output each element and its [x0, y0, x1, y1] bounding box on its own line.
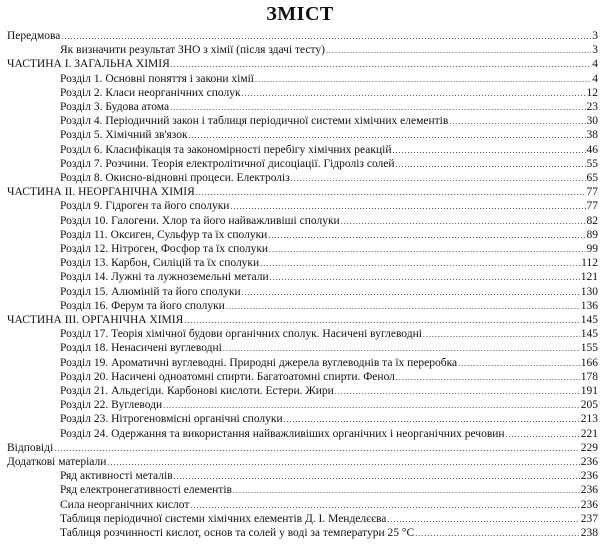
toc-entry[interactable] — [60, 170, 598, 185]
toc-entry-label: Ряд електронегативності елементів — [60, 484, 232, 497]
toc-entry-label: Розділ 15. Алюміній та його сполуки — [60, 285, 241, 298]
toc-page-number: 99 — [586, 243, 598, 255]
toc-entry[interactable] — [60, 85, 598, 100]
toc-leader-dots — [423, 331, 580, 339]
toc-leader-dots — [387, 516, 579, 524]
toc-leader-dots — [174, 473, 580, 481]
toc-page-number: 166 — [580, 356, 598, 369]
toc-entry[interactable] — [60, 156, 598, 171]
toc-entry-label: Розділ 8. Окисно-відновні процеси. Електроліз — [60, 172, 290, 184]
toc-entry[interactable] — [60, 355, 598, 370]
toc-entry[interactable] — [60, 326, 598, 341]
toc-leader-dots — [223, 345, 580, 353]
toc-page-number: 213 — [580, 413, 598, 426]
toc-entry[interactable] — [60, 269, 598, 284]
toc-leader-dots — [196, 189, 586, 197]
toc-entry-label: Розділ 22. Вуглеводи — [60, 399, 163, 412]
toc-page-number: 191 — [580, 385, 598, 397]
toc-page-number: 46 — [586, 143, 598, 156]
toc-section-entry[interactable] — [7, 184, 598, 199]
toc-page-number: 145 — [580, 328, 598, 341]
toc-leader-dots — [284, 416, 580, 424]
toc-entry-label: ЧАСТИНА І. ЗАГАЛЬНА ХІМІЯ — [7, 58, 170, 71]
toc-entry[interactable] — [60, 71, 598, 86]
toc-section-entry[interactable] — [7, 312, 598, 327]
toc-leader-dots — [184, 317, 579, 325]
toc-entry-label: Таблиця розчинності кислот, основ та солей у воді за температури 25 °С — [60, 527, 415, 539]
toc-entry-label: Розділ 20. Насичені одноатомні спирти. Багатоатомні спирти. Фенол — [60, 370, 395, 383]
toc-leader-dots — [54, 445, 579, 453]
toc-entry-label: Розділ 13. Карбон, Силіцій та їх сполуки — [60, 257, 260, 270]
toc-entry[interactable] — [60, 411, 598, 426]
toc-entry-label: Розділ 4. Періодичний закон і таблиця періодичної системи хімічних елементів — [60, 115, 449, 128]
toc-page-number: 236 — [580, 470, 598, 483]
toc-page-number: 77 — [586, 200, 598, 213]
toc-leader-dots — [326, 47, 591, 55]
toc-entry[interactable] — [60, 482, 598, 497]
page-title: ЗМІСТ — [266, 3, 334, 25]
toc-page-number: 238 — [580, 527, 598, 539]
toc-leader-dots — [415, 530, 580, 538]
toc-entry[interactable] — [60, 369, 598, 384]
toc-leader-dots — [107, 459, 579, 467]
toc-page-number: 136 — [580, 299, 598, 312]
toc-leader-dots — [163, 402, 580, 410]
toc-entry[interactable] — [60, 213, 598, 228]
toc-entry-label: Відповіді — [7, 441, 54, 454]
toc-leader-dots — [506, 431, 580, 439]
toc-leader-dots — [242, 289, 580, 297]
toc-entry-label: Таблиця періодичної системи хімічних елементів Д. І. Менделєєва — [60, 512, 387, 525]
toc-page-number: 4 — [592, 72, 598, 85]
toc-entry[interactable] — [60, 511, 598, 526]
toc-entry[interactable] — [60, 227, 598, 242]
toc-section-entry[interactable] — [7, 28, 598, 43]
toc-entry[interactable] — [60, 42, 598, 57]
toc-leader-dots — [270, 274, 580, 282]
toc-entry[interactable] — [60, 525, 598, 540]
toc-entry[interactable] — [60, 340, 598, 355]
toc-section-entry[interactable] — [7, 56, 598, 71]
toc-entry-label: Розділ 19. Ароматичні вуглеводні. Природні джерела вуглеводнів та їх переробка — [60, 356, 458, 369]
toc-entry-label: ЧАСТИНА ІІІ. ОРГАНІЧНА ХІМІЯ — [7, 314, 184, 326]
toc-leader-dots — [396, 161, 586, 169]
toc-page-number: 221 — [580, 427, 598, 440]
toc-leader-dots — [392, 147, 585, 155]
toc-page-number: 65 — [586, 172, 598, 184]
toc-leader-dots — [335, 388, 580, 396]
toc-entry[interactable] — [60, 99, 598, 114]
toc-entry-label: Розділ 1. Основні поняття і закони хімії — [60, 72, 255, 85]
toc-entry-label: Розділ 3. Будова атома — [60, 101, 170, 113]
toc-entry-label: Як визначити результат ЗНО з хімії (після здачі тесту) — [60, 44, 326, 57]
toc-leader-dots — [226, 303, 580, 311]
toc-leader-dots — [458, 360, 580, 368]
toc-entry[interactable] — [60, 198, 598, 213]
toc-leader-dots — [260, 260, 580, 268]
toc-entry-label: Розділ 11. Оксиген, Сульфур та їх сполуки — [60, 228, 268, 241]
toc-page-number: 205 — [580, 399, 598, 412]
toc-page-number: 236 — [580, 498, 598, 511]
toc-leader-dots — [268, 232, 585, 240]
toc-leader-dots — [341, 218, 586, 226]
toc-page-number: 23 — [586, 101, 598, 113]
toc-leader-dots — [190, 502, 579, 510]
toc-entry-label: Розділ 24. Одержання та використання найважливіших органічних і неорганічних речовин — [60, 427, 505, 440]
toc-page-number: 229 — [580, 441, 598, 454]
toc-page-number: 3 — [592, 30, 598, 42]
toc-entry[interactable] — [60, 255, 598, 270]
toc-leader-dots — [255, 76, 591, 84]
toc-entry-label: Передмова — [7, 30, 61, 42]
toc-leader-dots — [396, 374, 580, 382]
toc-leader-dots — [170, 104, 585, 112]
toc-entry-label: Додаткові матеріали — [7, 456, 107, 468]
toc-entry-label: Розділ 2. Класи неорганічних сполук — [60, 86, 241, 99]
toc-page-number: 236 — [580, 456, 598, 468]
toc-entry-label: Розділ 6. Класифікація та закономірності перебігу хімічних реакцій — [60, 143, 392, 156]
toc-page-number: 3 — [592, 44, 598, 57]
toc-page-number: 112 — [581, 257, 598, 270]
toc-leader-dots — [171, 61, 591, 69]
toc-entry[interactable] — [60, 468, 598, 483]
toc-page-number: 12 — [586, 86, 598, 99]
toc-entry-label: Розділ 16. Ферум та його сполуки — [60, 299, 225, 312]
toc-entry[interactable] — [60, 241, 598, 256]
toc-page-number: 89 — [586, 228, 598, 241]
toc-page-number: 236 — [580, 484, 598, 497]
toc-entry[interactable] — [60, 127, 598, 142]
toc-page-number: 38 — [586, 129, 598, 142]
toc-leader-dots — [61, 33, 591, 41]
toc-page-number: 82 — [586, 214, 598, 227]
toc-section-entry[interactable] — [7, 440, 598, 455]
toc-entry-label: Розділ 21. Альдегіди. Карбонові кислоти. Естери. Жири — [60, 385, 334, 397]
toc-page-number: 178 — [580, 370, 598, 383]
toc-page-number: 155 — [580, 342, 598, 355]
toc-entry[interactable] — [60, 298, 598, 313]
toc-page-number: 121 — [580, 271, 598, 284]
toc-entry-label: Розділ 7. Розчини. Теорія електролітичної дисоціації. Гідроліз солей — [60, 157, 395, 170]
toc-page-number: 30 — [586, 115, 598, 128]
toc-leader-dots — [230, 203, 585, 211]
toc-entry-label: Розділ 14. Лужні та лужноземельні метали — [60, 271, 269, 284]
toc-entry-label: Розділ 17. Теорія хімічної будови органічних сполук. Насичені вуглеводні — [60, 328, 422, 341]
toc-leader-dots — [269, 246, 585, 254]
toc-entry[interactable] — [60, 284, 598, 299]
toc-entry-label: Розділ 10. Галогени. Хлор та його найважливіші сполуки — [60, 214, 340, 227]
toc-entry[interactable] — [60, 426, 598, 441]
toc-entry-label: Сила неорганічних кислот — [60, 498, 190, 511]
toc-page-number: 130 — [580, 285, 598, 298]
toc-section-entry[interactable] — [7, 454, 598, 469]
toc-leader-dots — [233, 487, 580, 495]
toc-entry-label: Розділ 18. Ненасичені вуглеводні — [60, 342, 222, 355]
toc-entry[interactable] — [60, 497, 598, 512]
toc-leader-dots — [449, 118, 585, 126]
toc-leader-dots — [291, 175, 586, 183]
toc-entry-label: Розділ 9. Гідроген та його сполуки — [60, 200, 230, 213]
toc-entry-label: Розділ 5. Хімічний зв'язок — [60, 129, 188, 142]
toc-entry[interactable] — [60, 113, 598, 128]
toc-page-number: 145 — [580, 314, 598, 326]
toc-entry[interactable] — [60, 142, 598, 157]
toc-page-number: 237 — [580, 512, 598, 525]
toc-leader-dots — [189, 132, 586, 140]
toc-page-number: 77 — [586, 186, 598, 199]
toc-entry-label: Розділ 23. Нітрогеновмісні органічні сполуки — [60, 413, 283, 426]
toc-entry-label: ЧАСТИНА ІІ. НЕОРГАНІЧНА ХІМІЯ — [7, 186, 195, 199]
toc-entry-label: Розділ 12. Нітроген, Фосфор та їх сполуки — [60, 243, 269, 255]
toc-page-number: 55 — [586, 157, 598, 170]
toc-page-number: 4 — [592, 58, 598, 71]
toc-entry-label: Ряд активності металів — [60, 470, 173, 483]
toc-entry[interactable] — [60, 397, 598, 412]
toc-entry[interactable] — [60, 383, 598, 398]
toc-leader-dots — [242, 90, 586, 98]
